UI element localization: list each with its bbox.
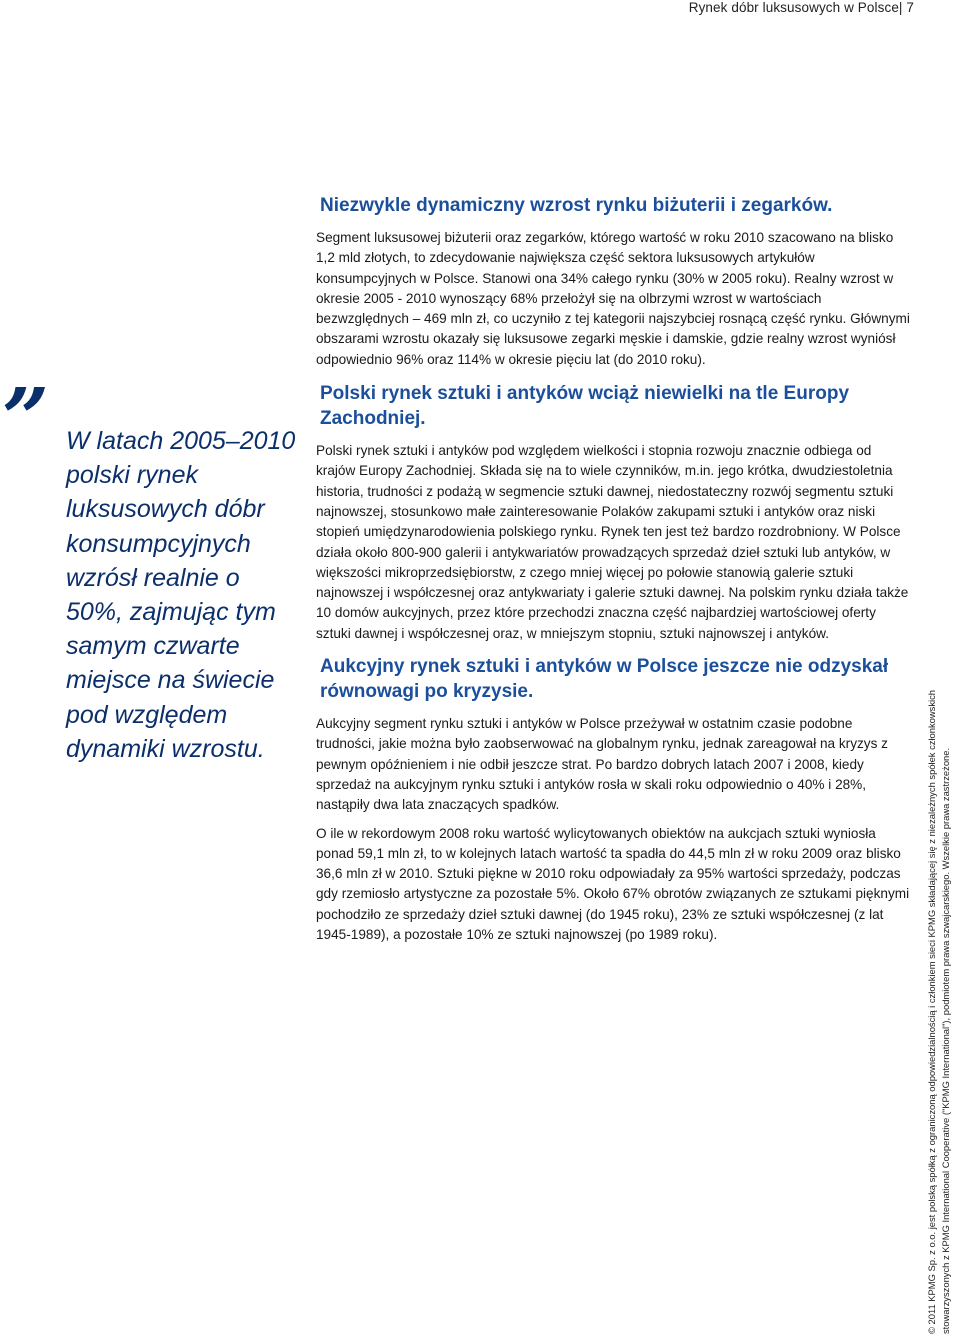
paragraph-auction-market-1: Aukcyjny segment rynku sztuki i antyków w Polsce przeżywał w ostatnim czasie podobne trudności, jakie można było zaobserwować na globalnym rynku, jednak zareagował na kryzys z pewnym opóźnieniem i nie odbił jeszcze strat. Po bardzo dobrych latach 2007 i 2008, kiedy sprzedaż na aukcyjnym rynku sztuki i antyków rosła w skali roku odpowiednio o 40% i 28%, nastąpiły dwa lata znaczących spadków. bbox=[316, 716, 888, 813]
copyright-line-1: © 2011 KPMG Sp. z o.o. jest polską spółką z ograniczoną odpowiedzialnością i członkiem sieci KPMG składającej się z niezależnych spółek członkowskich bbox=[926, 689, 937, 1334]
paragraph-jewelry: Segment luksusowej biżuterii oraz zegarków, którego wartość w roku 2010 szacowano na blisko 1,2 mld złotych, to zdecydowanie największa część sektora luksusowych artykułów konsumpcyjnych w Polsce. Stanowi ona 34% całego rynku (30% w 2005 roku). Realny wzrost w okresie 2005 - 2010 wynoszący 68% przełożył się na olbrzymi wzrost w wartościach bezwzględnych – 469 mln zł, co uczyniło z tej kategorii najszybciej rosnącą część rynku. Głównymi obszarami wzrostu okazały się luksusowe zegarki męskie i damskie, gdzie realny wzrost wyniósł odpowiednio 96% oraz 114% w okresie pięciu lat (do 2010 roku). bbox=[316, 230, 910, 367]
section-heading-art-market: Polski rynek sztuki i antyków wciąż niewielki na tle Europy Zachodniej. bbox=[320, 383, 850, 430]
paragraph-art-market: Polski rynek sztuki i antyków pod względem wielkości i stopnia rozwoju znacznie odbiega od krajów Europy Zachodniej. Składa się na to wiele czynników, m.in. jego krótka, dwudziestoletnia historia, trudności z podażą w segmencie sztuki dawnej, niedostateczny rozwój segmentu sztuki najnowszej, stosunkowo małe zainteresowanie Polaków zakupami sztuki i antyków oraz niski stopień umiędzynarodowienia polskiego rynku. Rynek ten jest też bardzo rozdrobniony. W Polsce działa około 800-900 galerii i antykwariatów prowadzących sprzedaż dzieł sztuki lub antyków, w większości mikroprzedsiębiorstw, z czego mniej więcej po połowie stanowią galerie sztuki najnowszej i współczesnej oraz antykwariaty i galerie sztuki dawnej. Na polskim rynku działa także 10 domów aukcyjnych, przez które przechodzi znaczna część najbardziej wartościowej oferty sztuki dawnej i współczesnej oraz, w mniejszym stopniu, sztuki najnowszej i antyków. bbox=[316, 443, 909, 641]
paragraph-auction-market-2: O ile w rekordowym 2008 roku wartość wylicytowanych obiektów na aukcjach sztuki wyniosła ponad 59,1 mln zł, to w kolejnych latach wartość ta spadła do 44,5 mln zł w roku 2009 oraz blisko 36,6 mln zł w 2010. Sztuki piękne w 2010 roku odpowiadały za 95% wartości sprzedaży, podczas gdy rzemiosło artystyczne za pozostałe 5%. Około 67% obrotów związanych ze sztukami pięknymi pochodziło ze sprzedaży dzieł sztuki dawnej (do 1945 roku), 23% ze sztuki współczesnej (z lat 1945-1989), a pozostałe 10% ze sztuki najnowszej (po 1989 roku). bbox=[316, 825, 910, 943]
running-header: Rynek dóbr luksusowych w Polsce| 7 bbox=[688, 0, 914, 15]
section-heading-jewelry: Niezwykle dynamiczny wzrost rynku biżuterii i zegarków. bbox=[320, 195, 833, 216]
main-column bbox=[316, 193, 914, 945]
copyright-note bbox=[925, 4, 957, 1334]
pull-quote: W latach 2005–2010 polski rynek luksusowych dóbr konsumpcyjnych wzrósł realnie o 50%, zajmując tym samym czwarte miejsce na świecie pod względem dynamiki wzrostu. bbox=[66, 427, 296, 763]
quote-mark-icon: ” bbox=[2, 371, 50, 467]
section-heading-auction-market: Aukcyjny rynek sztuki i antyków w Polsce jeszcze nie odzyskał równowagi po kryzysie. bbox=[320, 656, 889, 703]
copyright-line-2: stowarzyszonych z KPMG International Cooperative ("KPMG International"), podmiotem prawa szwajcarskiego. Wszelkie prawa zastrzeżone. bbox=[940, 747, 951, 1334]
